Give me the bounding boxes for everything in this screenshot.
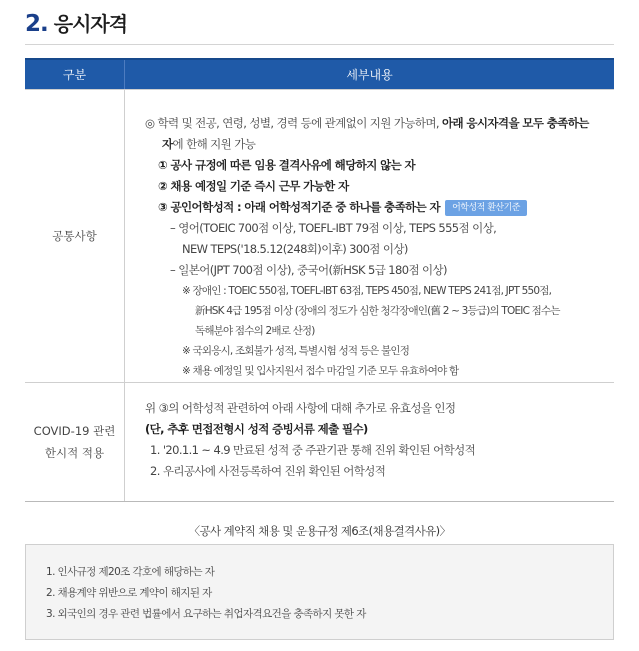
- score-conversion-badge[interactable]: 어학성적 환산기준: [445, 200, 527, 216]
- row-details-covid: [125, 383, 614, 501]
- note-foreign-scores: ※ 국외응시, 조회불가 성적, 특별시험 성적 등은 불인정: [182, 345, 410, 357]
- disabled-criteria-1: ※ 장애인 : TOEIC 550점, TOEFL-IBT 63점, TEPS 450점, NEW TEPS 241점, JPT 550점,: [182, 285, 552, 297]
- disabled-criteria-3: 독해분야 점수의 2배로 산정): [195, 325, 315, 337]
- covid-category-line-2: 한시적 적용: [44, 446, 105, 460]
- covid-line-1: 위 ③의 어학성적 관련하여 아래 사항에 대해 추가로 유효성을 인정: [145, 401, 456, 415]
- intro-line-2: [145, 134, 614, 155]
- note-validity: ※ 채용 예정일 및 입사지원서 접수 마감일 기준 모두 유효하여야 함: [182, 365, 459, 377]
- row-details-common: [125, 90, 614, 382]
- requirement-item-3: [145, 197, 614, 218]
- intro-bold-text: 아래 응시자격을 모두 충족하는: [441, 116, 589, 130]
- intro-suffix-text: 에 한해 지원 가능: [172, 137, 256, 151]
- covid-line-3: 1. '20.1.1 ~ 4.9 만료된 성적 중 주관기관 통해 진위 확인된 어학성적: [150, 443, 476, 457]
- section-heading: [25, 8, 127, 37]
- header-category: 구분: [25, 60, 125, 89]
- heading-divider: [25, 44, 614, 45]
- covid-line-4: 2. 우리공사에 사전등록하여 진위 확인된 어학성적: [150, 464, 386, 478]
- requirement-item-2: ② 채용 예정일 기준 즉시 근무 가능한 자: [158, 179, 349, 193]
- eligibility-table: [25, 58, 614, 502]
- disabled-criteria-2: 新HSK 4급 195점 이상 (장애의 정도가 심한 청각장애인(舊 2 ~ 3등급)의 TOEIC 점수는: [195, 305, 560, 317]
- other-language-criteria: – 일본어(JPT 700점 이상), 중국어(新HSK 5급 180점 이상): [170, 263, 447, 277]
- row-category-covid: [25, 383, 125, 501]
- table-row-common: [25, 89, 614, 382]
- english-criteria-2: NEW TEPS('18.5.12(248회)이후) 300점 이상): [182, 242, 408, 256]
- covid-line-2: (단, 추후 면접전형시 성적 증빙서류 제출 필수): [145, 422, 368, 436]
- disqualification-item-1: 1. 인사규정 제20조 각호에 해당하는 자: [46, 566, 215, 578]
- requirement-item-3-text: ③ 공인어학성적 : 아래 어학성적기준 중 하나를 충족하는 자: [158, 200, 441, 214]
- english-criteria-1: – 영어(TOEIC 700점 이상, TOEFL-IBT 79점 이상, TEPS 555점 이상,: [170, 221, 497, 235]
- section-title: 응시자격: [53, 12, 128, 36]
- intro-text: ◎ 학력 및 전공, 연령, 성별, 경력 등에 관계없이 지원 가능하며,: [145, 116, 439, 130]
- section-number: 2.: [25, 11, 48, 37]
- requirement-item-1: ① 공사 규정에 따른 임용 결격사유에 해당하지 않는 자: [158, 158, 416, 172]
- disqualification-box: [25, 544, 614, 640]
- disqualification-item-3: 3. 외국인의 경우 관련 법률에서 요구하는 취업자격요건을 충족하지 못한 자: [46, 608, 366, 620]
- intro-line: [145, 113, 614, 134]
- table-header: [25, 58, 614, 89]
- table-row-covid: [25, 382, 614, 501]
- covid-category-line-1: COVID-19 관련: [33, 424, 116, 438]
- intro-bold-text-2: 자: [162, 137, 173, 151]
- disqualification-item-2: 2. 채용계약 위반으로 계약이 해지된 자: [46, 587, 212, 599]
- row-category-common: 공통사항: [25, 90, 125, 382]
- header-details: 세부내용: [346, 68, 393, 82]
- regulation-caption: 〈공사 계약직 채용 및 운용규정 제6조(채용결격사유)〉: [188, 524, 451, 538]
